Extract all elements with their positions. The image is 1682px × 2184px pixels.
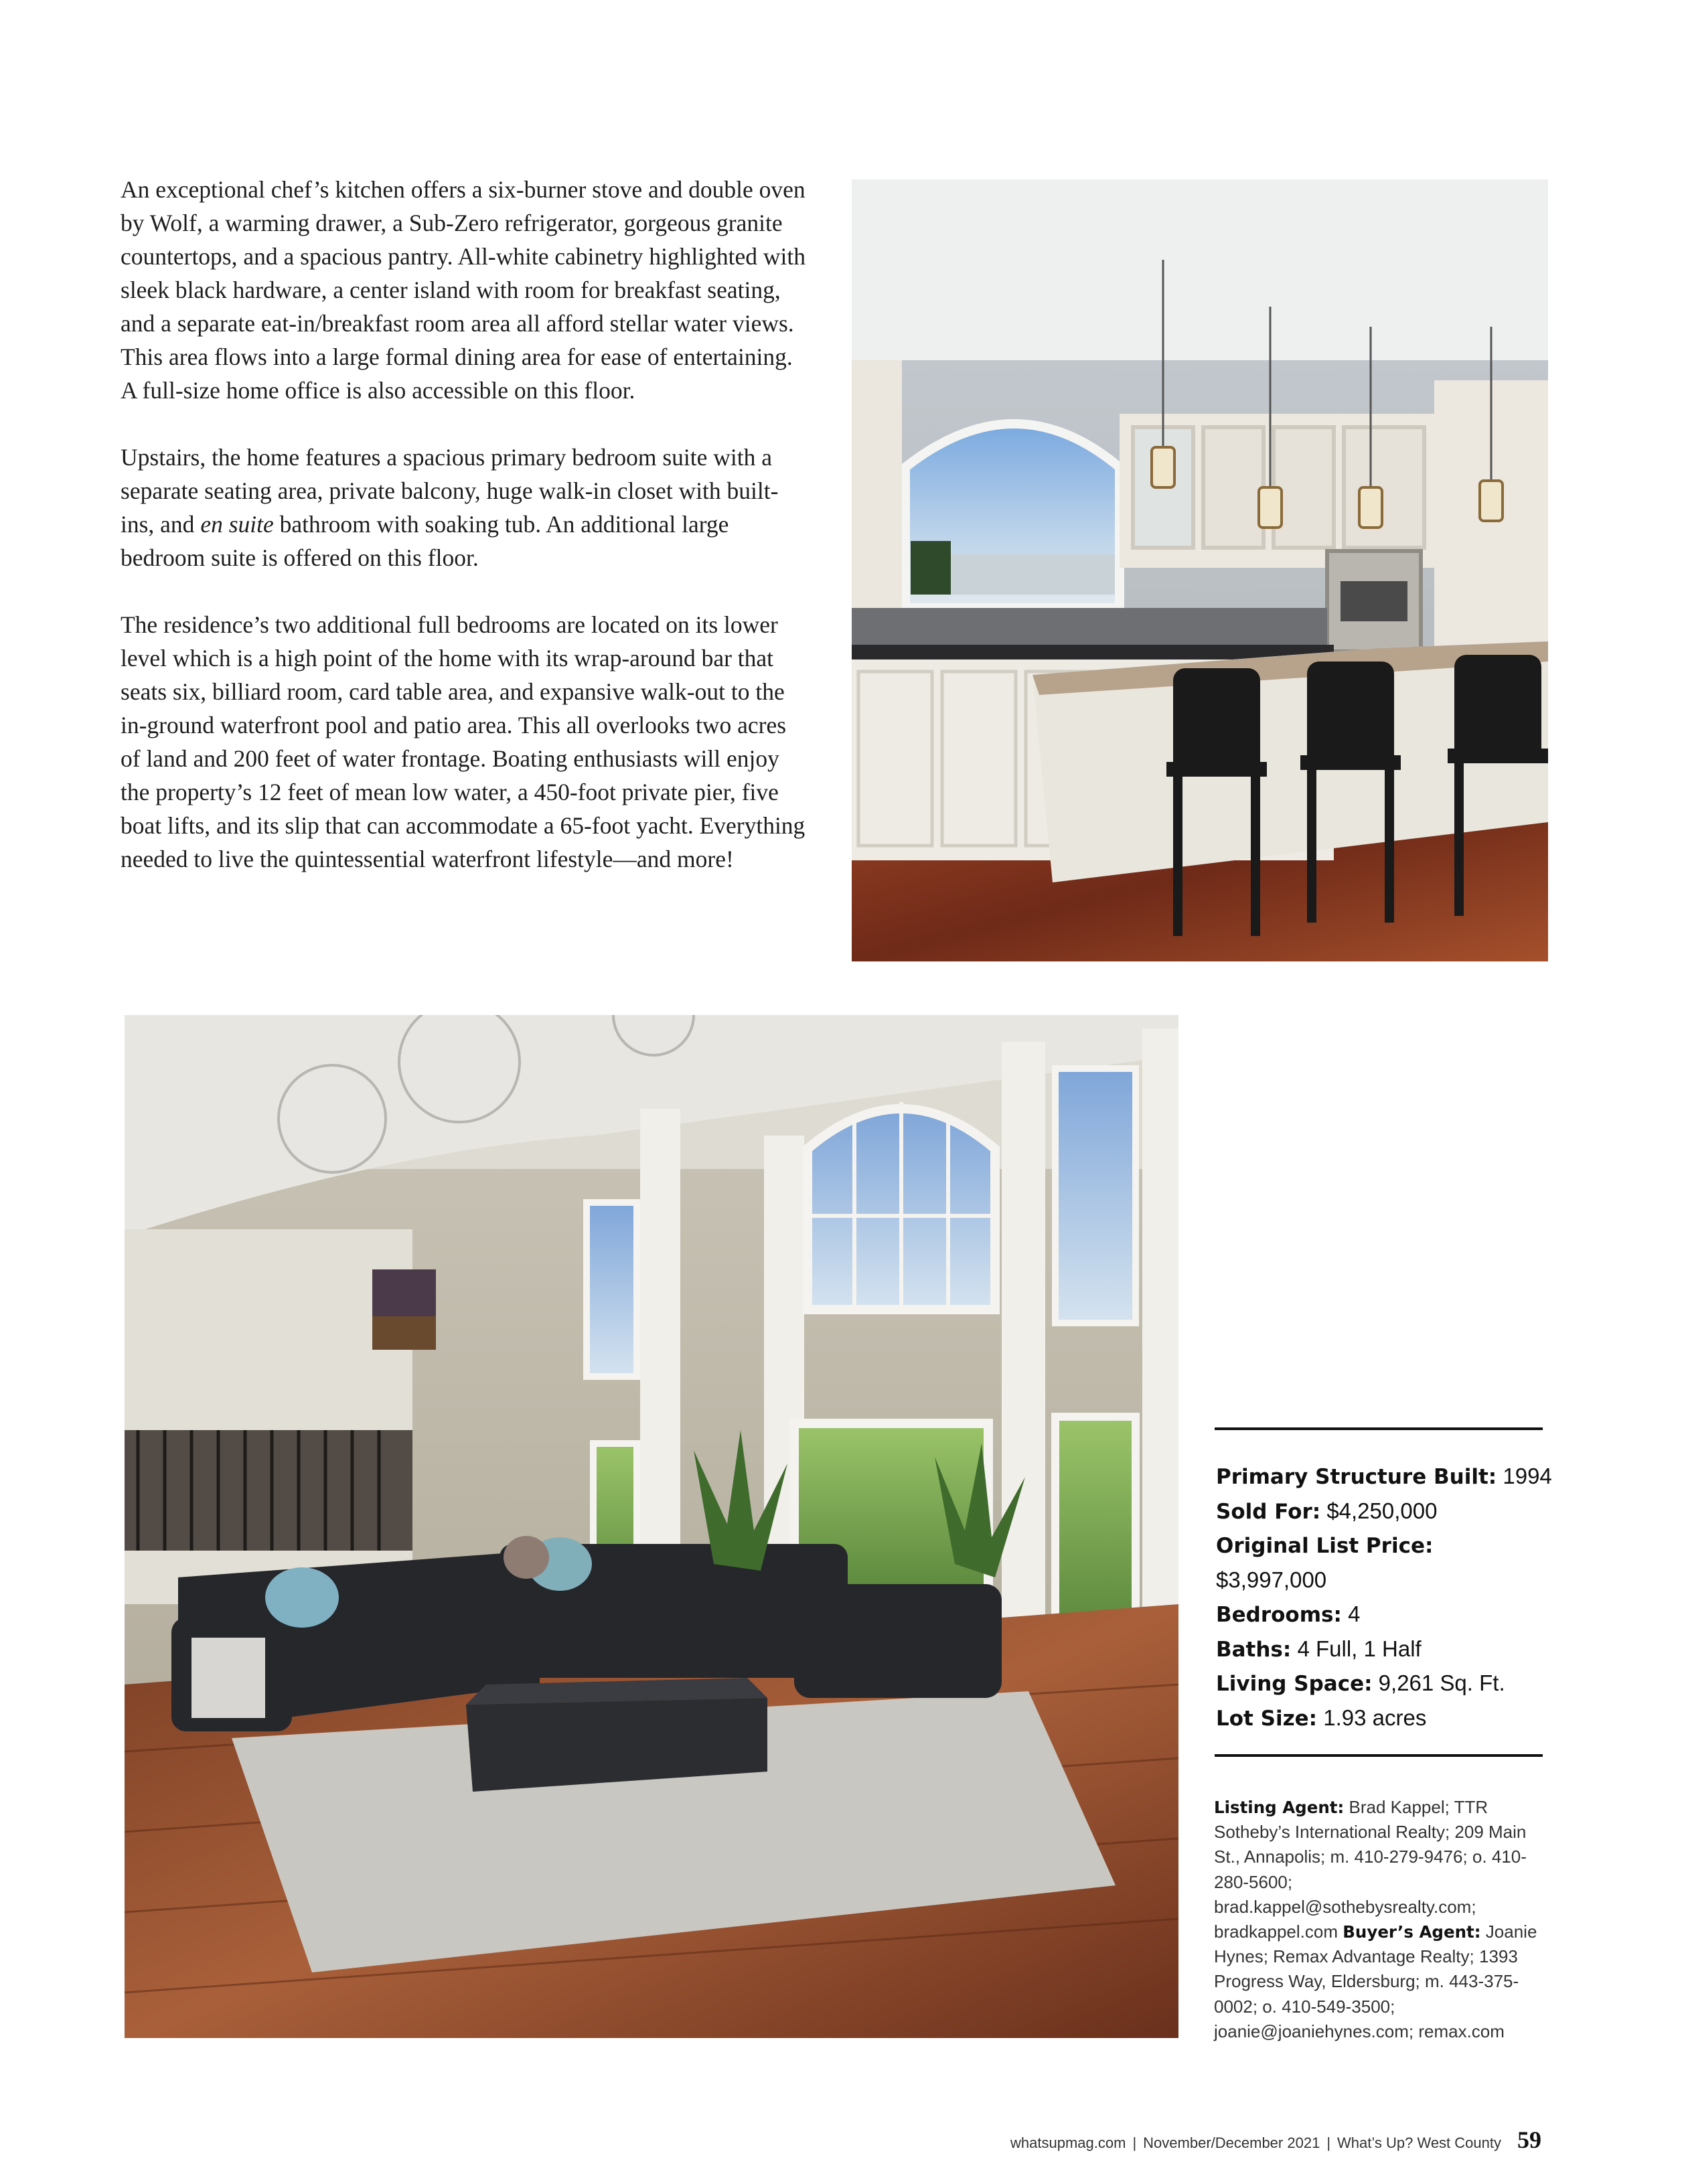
fact-label: Sold For:	[1216, 1499, 1321, 1524]
property-facts	[1216, 1460, 1551, 1735]
fact-value: $4,250,000	[1326, 1498, 1438, 1523]
fact-label: Original List Price:	[1216, 1534, 1434, 1558]
footer-site: whatsupmag.com	[1010, 2134, 1126, 2151]
fact-year-built	[1216, 1460, 1551, 1494]
facts-top-rule	[1215, 1427, 1543, 1430]
buyers-agent-details: Joanie Hynes; Remax Advantage Realty; 1393 Progress Way, Eldersburg; m. 443-375-0002; o. 410-549-3500; joanie@joaniehynes.com; remax.com	[1214, 1922, 1537, 2041]
paragraph-upstairs	[121, 441, 810, 574]
fact-original-list-price	[1216, 1529, 1551, 1563]
footer-separator: |	[1326, 2134, 1331, 2151]
facts-bottom-rule	[1215, 1754, 1543, 1757]
fact-value: 1.93 acres	[1323, 1705, 1427, 1730]
fact-value: 9,261 Sq. Ft.	[1378, 1670, 1505, 1695]
paragraph-upstairs-start: Upstairs, the home features a spacious primary bedroom suite with a separate seating area, private balcony, huge walk-in closet with built-ins, and	[121, 444, 779, 538]
paragraph-lower-level: The residence’s two additional full bedrooms are located on its lower level which is a high point of the home with its wrap-around bar that seats six, billiard room, card table area, and expansive walk-out to the in-ground waterfront pool and patio area. This all overlooks two acres of land and 200 feet of water frontage. Boating enthusiasts will enjoy the property’s 12 feet of mean low water, a 450-foot private pier, five boat lifts, and its slip that can accommodate a 65-foot yacht. Everything needed to live the quintessential waterfront lifestyle—and more!	[121, 611, 806, 872]
listing-agent-details: Brad Kappel; TTR Sotheby’s International Realty; 209 Main St., Annapolis; m. 410-279-9476; o. 410-280-5600; brad.kappel@sothebysrealty.com; bradkappel.com	[1214, 1797, 1527, 1942]
footer-separator: |	[1132, 2134, 1137, 2151]
article-body	[121, 173, 810, 909]
fact-value: $3,997,000	[1216, 1567, 1327, 1592]
page-footer	[1010, 2126, 1541, 2154]
listing-agent-label: Listing Agent:	[1214, 1798, 1345, 1817]
footer-magazine: What’s Up? West County	[1337, 2134, 1501, 2151]
en-suite-emphasis: en suite	[200, 511, 274, 538]
footer-issue: November/December 2021	[1143, 2134, 1320, 2151]
fact-living-space	[1216, 1666, 1551, 1701]
fact-sold-for	[1216, 1494, 1551, 1529]
paragraph-kitchen: An exceptional chef’s kitchen offers a six-burner stove and double oven by Wolf, a warming drawer, a Sub-Zero refrigerator, gorgeous granite countertops, and a spacious pantry. All-white cabinetry highlighted with sleek black hardware, a center island with room for breakfast seating, and a separate eat-in/breakfast room area all afford stellar water views. This area flows into a large formal dining area for ease of entertaining. A full-size home office is also accessible on this floor.	[121, 176, 806, 404]
paragraph-upstairs-end: bathroom with soaking tub. An additional large bedroom suite is offered on this floor.	[121, 511, 729, 571]
buyers-agent-label: Buyer’s Agent:	[1343, 1922, 1481, 1942]
page-number: 59	[1517, 2126, 1541, 2153]
fact-value: 4 Full, 1 Half	[1297, 1636, 1422, 1661]
fact-lot-size	[1216, 1701, 1551, 1736]
fact-original-list-price-value	[1216, 1563, 1551, 1598]
living-room-photo	[125, 1015, 1178, 2038]
agent-credits	[1214, 1795, 1549, 2044]
fact-bedrooms	[1216, 1597, 1551, 1632]
fact-baths	[1216, 1632, 1551, 1667]
fact-value: 1994	[1503, 1464, 1552, 1488]
fact-label: Primary Structure Built:	[1216, 1465, 1497, 1489]
kitchen-photo	[852, 179, 1548, 961]
fact-label: Baths:	[1216, 1637, 1292, 1662]
fact-label: Living Space:	[1216, 1672, 1373, 1696]
fact-label: Bedrooms:	[1216, 1603, 1342, 1627]
fact-label: Lot Size:	[1216, 1706, 1318, 1731]
fact-value: 4	[1348, 1602, 1361, 1626]
